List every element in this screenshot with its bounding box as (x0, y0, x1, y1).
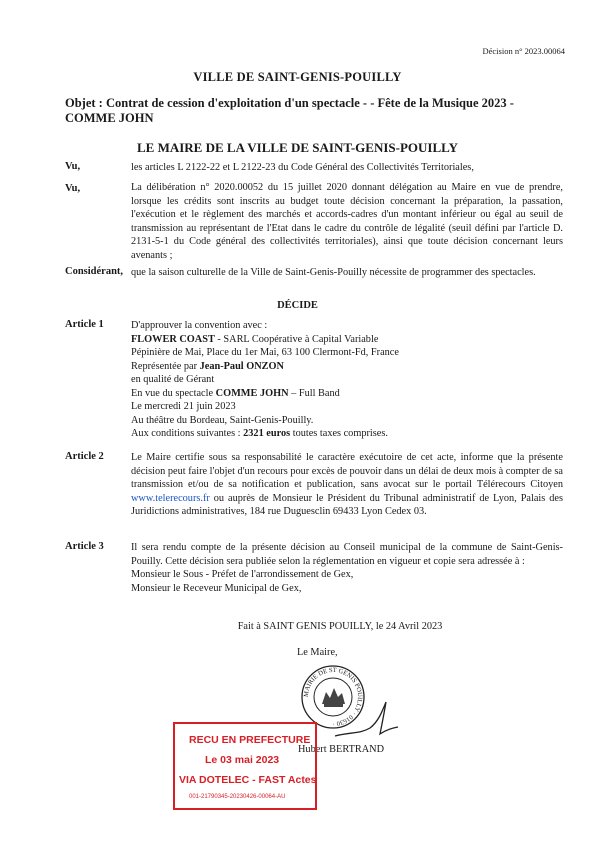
stamp-date: Le 03 mai 2023 (205, 754, 280, 766)
article-1-line: Représentée par Jean-Paul ONZON (131, 360, 284, 372)
article-1-label: Article 1 (65, 319, 104, 330)
vu-label-2: Vu, (65, 183, 81, 194)
recipient-line: Monsieur le Receveur Municipal de Gex, (131, 582, 302, 594)
vu-text-1: les articles L 2122-22 et L 2122-23 du Code Général des Collectivités Territoriales, (131, 162, 474, 173)
decide-heading: DÉCIDE (277, 300, 318, 311)
article-3-label: Article 3 (65, 541, 104, 552)
article-1-line: D'approuver la convention avec : (131, 320, 268, 331)
signature (330, 694, 400, 744)
mayor-label: Le Maire, (297, 647, 338, 658)
article-1-line: FLOWER COAST - SARL Coopérative à Capital Variable (131, 333, 379, 345)
article-1-line: Pépinière de Mai, Place du 1er Mai, 63 100 Clermont-Fd, France (131, 347, 399, 358)
signatory-name: Hubert BERTRAND (298, 744, 385, 755)
article-3-text: Il sera rendu compte de la présente décision au Conseil municipal de la commune de Saint-Genis-Pouilly. Cette décision sera publiée selon la réglementation en vigueur et copie sera adressée à : Monsieur le Sous - Préfet de l'arrondissement de Gex, Monsieur le Receveur Municipal de Gex, (131, 542, 563, 594)
considerant-label: Considérant, (65, 266, 124, 277)
recipient-line: Monsieur le Sous - Préfet de l'arrondissement de Gex, (131, 569, 354, 580)
show-name: COMME JOHN (215, 387, 289, 399)
considerant-text: que la saison culturelle de la Ville de Saint-Genis-Pouilly nécessite de programmer des spectacles. (131, 267, 536, 278)
stamp-reference: 001-21790345-20230426-00064-AU (189, 794, 286, 800)
article-1-line: Au théâtre du Bordeau, Saint-Genis-Pouilly. (131, 414, 314, 426)
article-1-body (131, 319, 563, 441)
decision-number: Décision n° 2023.00064 (482, 46, 565, 56)
price: 2321 euros (243, 428, 291, 439)
telerecours-link[interactable]: www.telerecours.fr (131, 492, 210, 504)
article-2-label: Article 2 (65, 451, 104, 462)
article-1-line: En vue du spectacle COMME JOHN – Full Band (131, 387, 340, 399)
stamp-line: VIA DOTELEC - FAST Actes (179, 774, 317, 786)
vu-label-1: Vu, (65, 161, 81, 172)
prefecture-stamp (173, 722, 317, 810)
vu-text-2: La délibération n° 2020.00052 du 15 juillet 2020 donnant délégation au Maire en vue de prendre, lorsque les crédits sont inscrits au budget toute décision concernant la préparation, la passation, l'exécution et le règlement des marchés et accords-cadres d'un montant inférieur ou égal au seuil de transmission au représentant de l'Etat dans le cadre du contrôle de légalité (seuil défini par l'article D. 2131-5-1 du Code général des collectivités territoriales), ainsi que toute décision concernant leurs avenants ; (131, 182, 563, 261)
representative-name: Jean-Paul ONZON (199, 360, 284, 372)
stamp-line: RECU EN PREFECTURE (189, 734, 311, 746)
svg-text:MAIRIE DE ST GENIS POUILLY · 0: MAIRIE DE ST GENIS POUILLY · 01630 · (302, 666, 364, 728)
article-1-line: Aux conditions suivantes : 2321 euros toutes taxes comprises. (131, 428, 388, 439)
company-name: FLOWER COAST (131, 333, 215, 345)
article-1-line: en qualité de Gérant (131, 374, 215, 385)
city-title: VILLE DE SAINT-GENIS-POUILLY (193, 70, 402, 84)
subject: Objet : Contrat de cession d'exploitation d'un spectacle - - Fête de la Musique 2023 - COMME JOHN (65, 96, 514, 125)
signed-at: Fait à SAINT GENIS POUILLY, le 24 Avril 2023 (237, 621, 443, 632)
article-2-text: Le Maire certifie sous sa responsabilité le caractère exécutoire de cet acte, informe que la présente décision peut faire l'objet d'un recours pour excès de pouvoir dans un délai de deux mois à compter de sa transmission et/ou de sa notification et publication, sans avocat sur le portail Télérecours Citoyen www.telerecours.fr ou auprès de Monsieur le Président du Tribunal administratif de Lyon, Palais des Juridictions administratives, 184 rue Duguesclin 69433 Lyon Cedex 03. (131, 452, 563, 517)
article-1-line: Le mercredi 21 juin 2023 (131, 401, 236, 412)
mayor-title: LE MAIRE DE LA VILLE DE SAINT-GENIS-POUILLY (136, 140, 458, 155)
